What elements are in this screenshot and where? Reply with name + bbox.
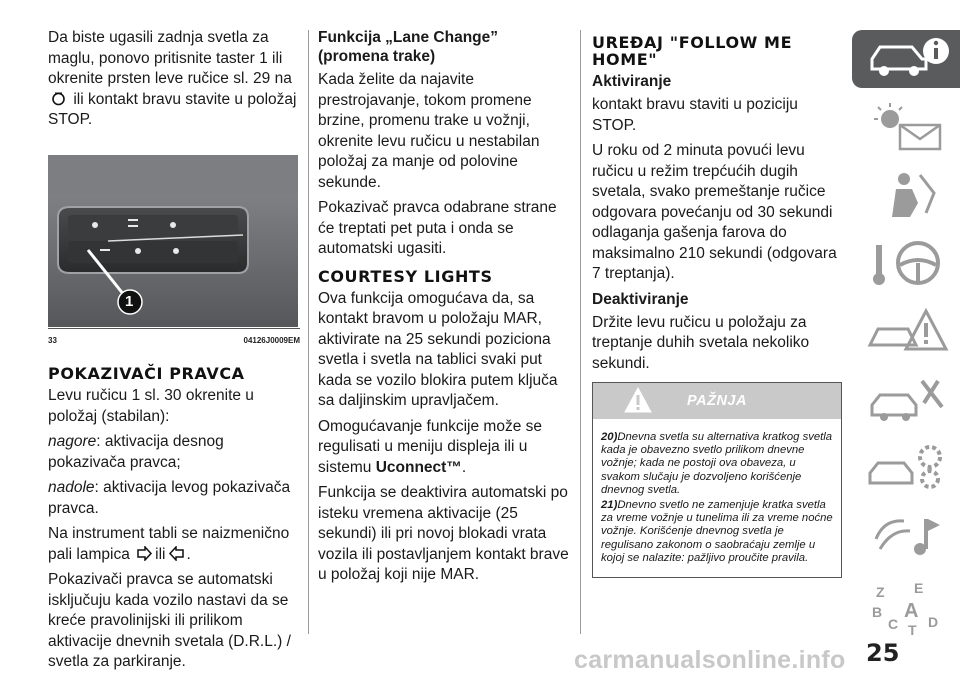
subheading-activation: Aktiviranje [592,73,672,90]
paragraph: nagore: aktivacija desnog pokazivača pravca; [48,433,224,471]
warning-note: 20)Dnevna svetla su alternativa kratkog svetla kada je obavezno svetlo prilikom dnevne vožnje; kada ne postoji ova obaveza, u svakom slučaju je dozvoljeno korišćenje dnevnog svetla. [601,431,833,496]
column-divider [580,30,581,634]
paragraph: Omogućavanje funkcije može se regulisati u meniju displeja ili u sistemu Uconnect™. [318,417,543,476]
warning-triangle-car-icon [864,305,954,357]
sidebar-tab-safety[interactable] [852,166,960,224]
paragraph: nadole: aktivacija levog pokazivača pravca. [48,479,291,517]
warning-note: 21)Dnevno svetlo ne zamenjuje kratka svetla za vreme vožnje u tunelima ili za vreme noćne vožnje. Korišćenje dnevnog svetla je regulisano zakonom o saobraćaju zemlje u kojoj se nalazite: pažljivo proučite pravila. [601,499,833,564]
sidebar-tab-emergency[interactable] [852,302,960,360]
svg-text:T: T [908,622,917,635]
uconnect-brand: Uconnect™ [375,458,462,476]
section-heading-follow-me-home: UREĐAJ "FOLLOW ME HOME" [592,33,793,69]
sidebar-tab-technical[interactable] [852,438,960,496]
safety-airbag-icon [864,169,954,221]
light-ring-icon [50,91,67,106]
sidebar-tab-maintenance[interactable] [852,370,960,428]
warning-box [592,382,842,578]
svg-text:Z: Z [876,584,885,600]
svg-text:B: B [872,604,883,620]
sidebar-tab-vehicle-info[interactable] [852,30,960,88]
paragraph: Kada želite da najavite prestrojavanje, tokom promene brzine, promenu trake u vožnji, okrenite levu ručicu u nestabilan položaj za manje od polovine sekunde. [318,71,540,191]
steering-key-icon [864,237,954,289]
watermark: carmanualsonline.info [574,646,846,674]
column-2 [318,28,570,591]
paragraph: Držite levu ručicu u položaju za treptanje duhih svetala nekoliko sekundi. [592,313,810,372]
arrow-left-icon [168,546,185,561]
figure-number: 33 [48,335,57,345]
warning-header [593,383,841,419]
svg-text:C: C [888,616,899,632]
paragraph: Pokazivači pravca se automatski isključuju kada vozilo nastavi da se kreće pravolinijski ili prilikom aktivacije dnevnih svetala (D.R.L.) / svetla za parkiranje. [48,571,291,670]
warning-title: PAŽNJA [687,392,747,409]
paragraph: Ova funkcija omogućava da, sa kontakt bravom u položaju MAR, aktivirate na 25 sekundi poziciona svetla i svetla na tablici svaki put kada se vozilo blokira putem ključa sa daljinskim upravljačem. [318,289,558,409]
arrow-right-icon [136,546,153,561]
multimedia-icon [864,509,954,561]
sidebar-tab-starting[interactable] [852,234,960,292]
paragraph-fog-lights: Da biste ugasili zadnja svetla za maglu, ponovo pritisnite taster 1 ili okrenite prsten leve ručice sl. 29 na ili kontakt bravu stavite u položaj STOP. [48,29,297,128]
section-heading-courtesy-lights: COURTESY LIGHTS [318,266,493,286]
column-3 [592,28,842,578]
alphabet-index-icon [864,577,954,635]
paragraph: Funkcija se deaktivira automatski po isteku vremena aktivacije (25 sekundi) ili pri novoj blokadi vrata vozila ili postavljanjem kontakt brave u položaj koji nije MAR. [318,484,569,583]
figure-caption [48,328,300,352]
sidebar-tab-multimedia[interactable] [852,506,960,564]
lights-message-icon [864,101,954,153]
column-1 [48,28,300,678]
figure-code: 04126J0009EM [243,335,300,345]
warning-body [593,419,841,577]
column-divider [308,30,309,634]
sidebar-tab-lights[interactable] [852,98,960,156]
warning-triangle-icon [623,386,653,414]
page-number: 25 [866,639,900,667]
tools-car-icon [864,373,954,425]
subheading-deactivation: Deaktiviranje [592,290,689,308]
figure-light-switch [48,155,298,327]
paragraph-indicator-lamp: Na instrument tabli se naizmenično pali lampica ili . [48,525,290,563]
car-info-icon [864,33,954,85]
figure-callout-1: 1 [125,292,134,310]
section-heading-turn-signals: POKAZIVAČI PRAVCA [48,364,245,383]
sidebar-tab-index[interactable] [852,574,960,635]
paragraph: U roku od 2 minuta povući levu ručicu u režim trepćućih dugih svetala, svako premeštanje ručice odgovara povećanju od 30 sekundi odlaganja gašenja farova do maksimalno 210 sekundi (odgovara 7 treptanja). [592,142,837,282]
paragraph: Levu ručicu 1 sl. 30 okrenite u položaj (stabilan): [48,387,254,425]
svg-text:D: D [928,614,939,630]
svg-text:A: A [904,600,919,622]
svg-text:E: E [914,580,924,596]
paragraph: kontakt bravu staviti u poziciju STOP. [592,96,798,134]
paragraph: Pokazivač pravca odabrane strane će treptati pet puta i onda se automatski ugasiti. [318,199,557,257]
subheading-lane-change: Funkcija „Lane Change” (promena trake) [318,29,499,65]
gears-car-icon [864,441,954,493]
